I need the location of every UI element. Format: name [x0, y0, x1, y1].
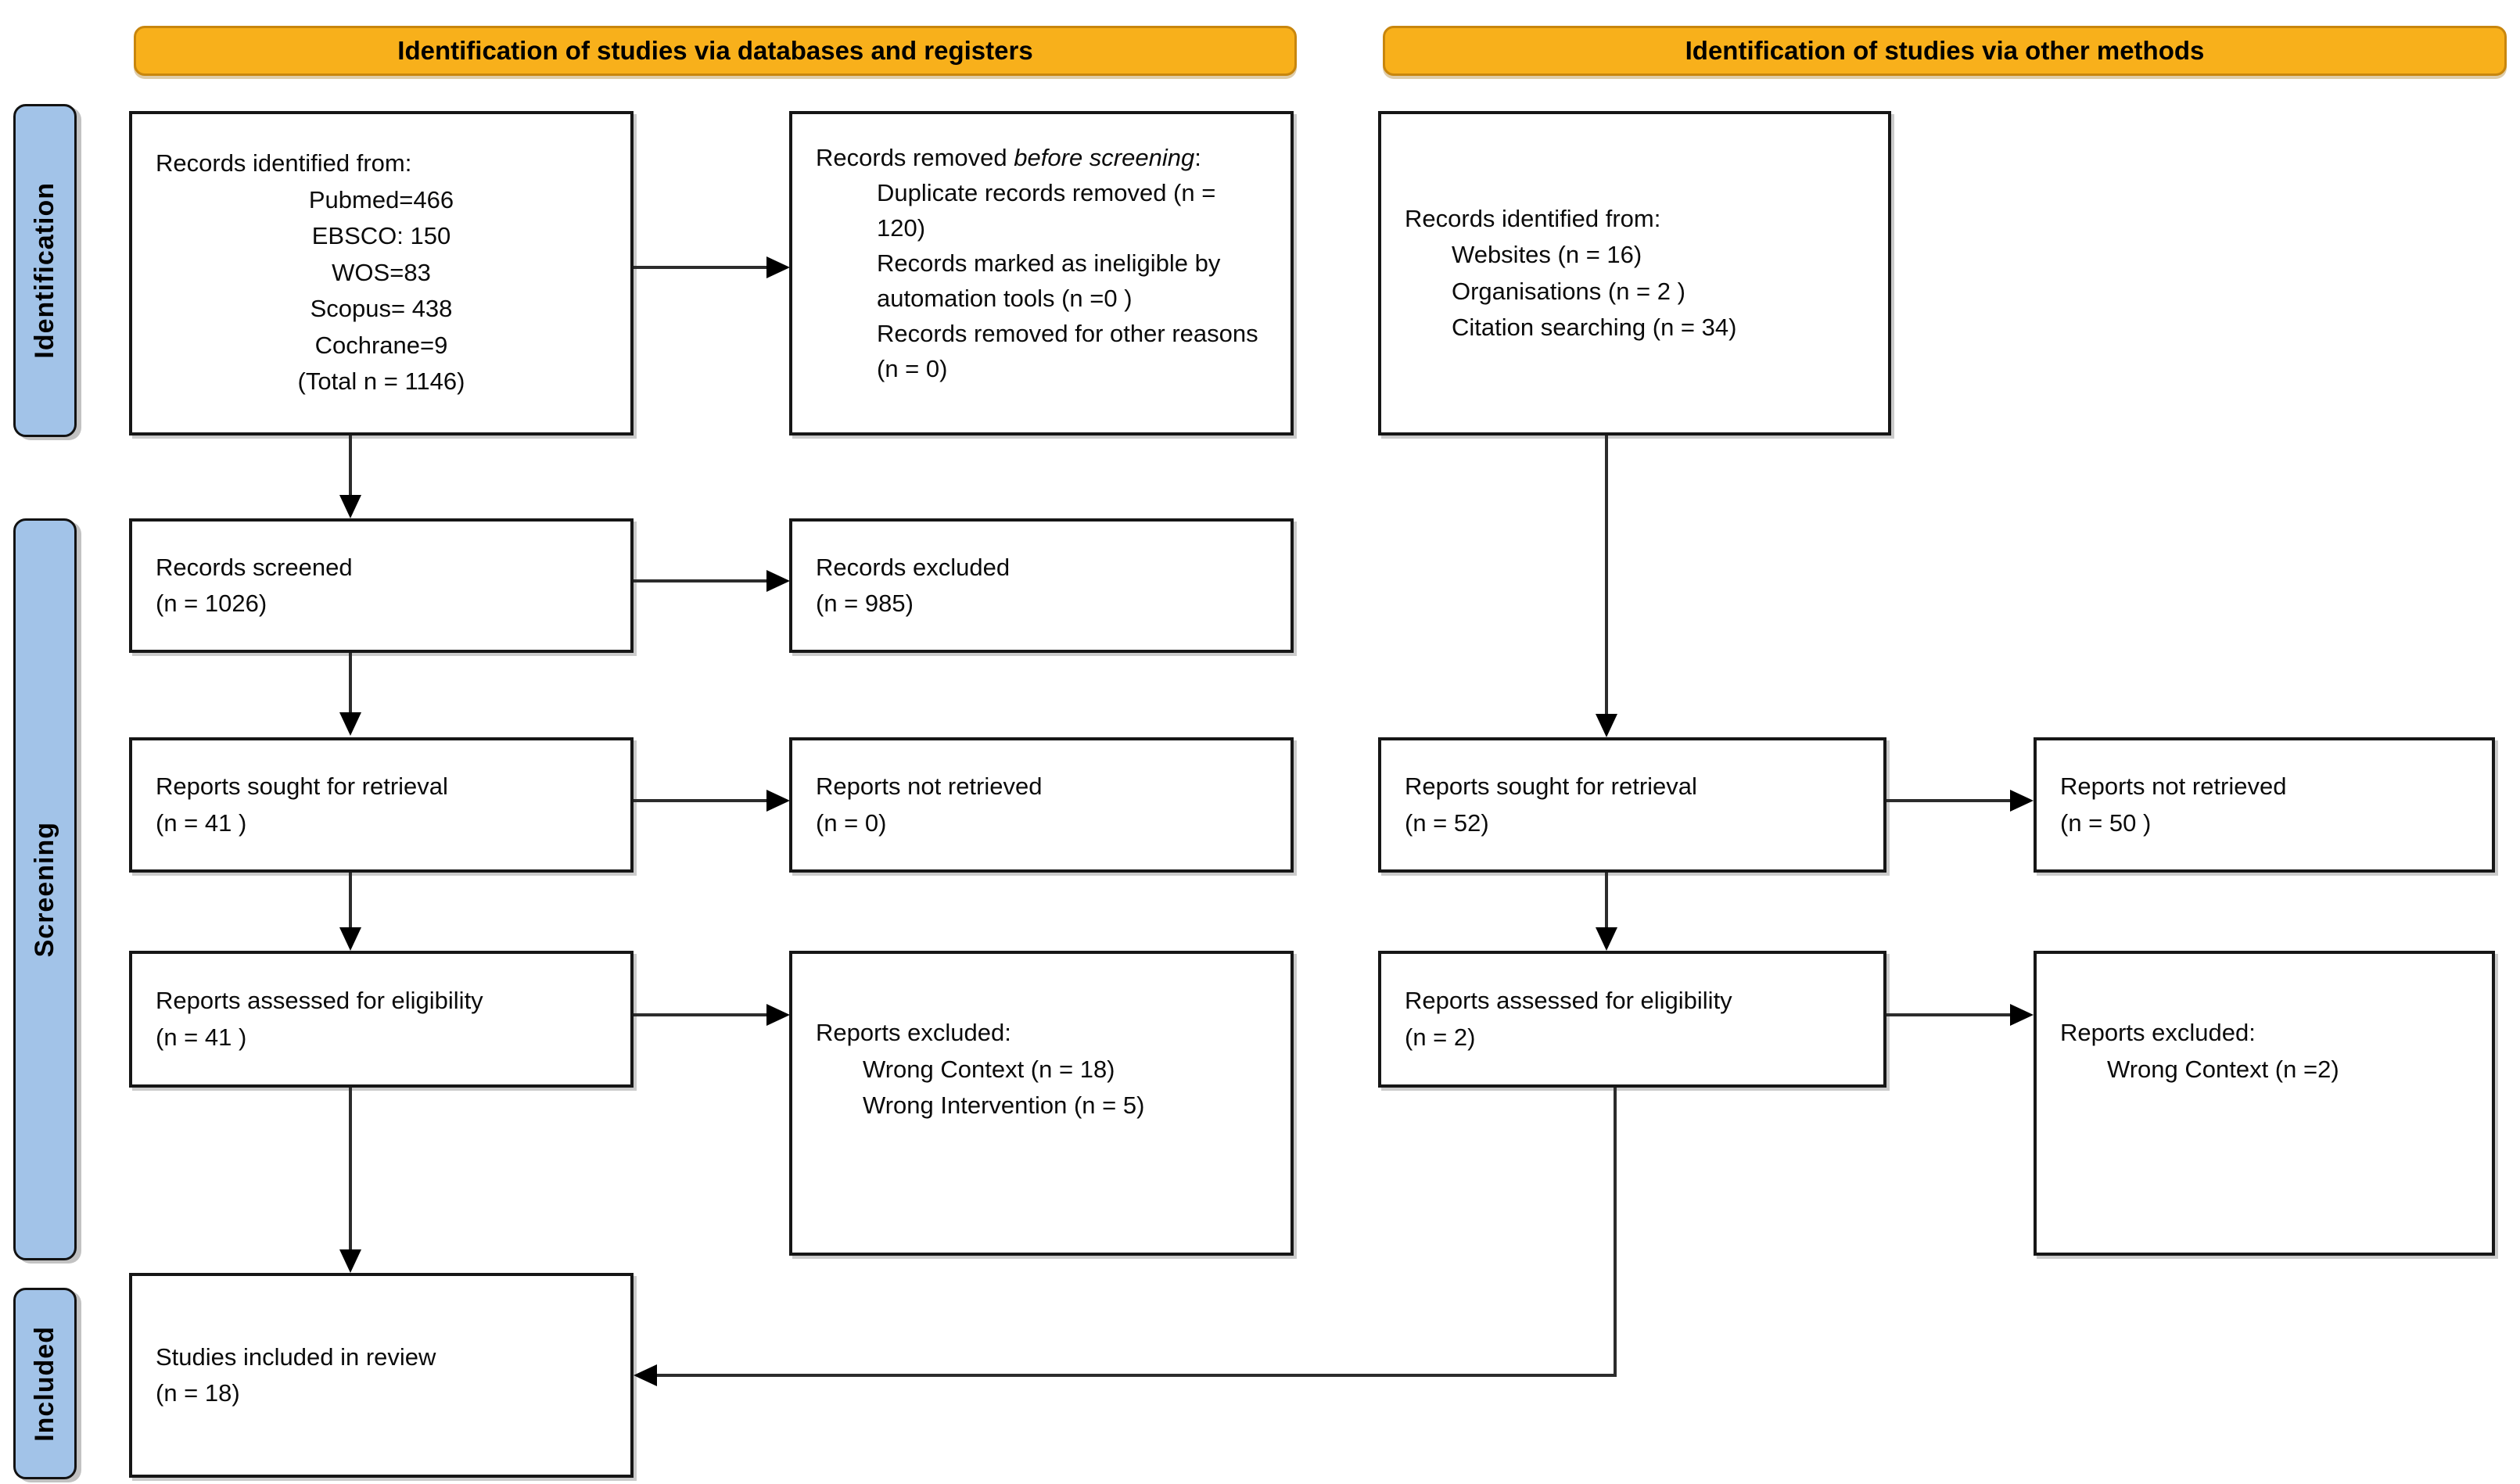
stage-included-label: Included [30, 1325, 59, 1442]
reports-assessed-left-label: Reports assessed for eligibility [156, 987, 483, 1014]
banner-databases-registers-label: Identification of studies via databases and registers [397, 36, 1033, 65]
arrow-identified-to-screened-line [349, 436, 352, 495]
box-reports-excluded-left [789, 951, 1294, 1256]
db-count-wos: WOS=83 [332, 258, 431, 286]
arrow-sought-to-assessed-left-line [349, 873, 352, 927]
arrow-rightassessed-to-included-head [634, 1364, 657, 1386]
arrow-assessed-to-included-line [349, 1088, 352, 1249]
stage-included [13, 1288, 77, 1479]
arrow-screened-to-sought-line [349, 653, 352, 712]
arrow-screened-to-excluded-line [634, 579, 768, 582]
box-records-identified-other [1378, 111, 1891, 436]
reports-not-retrieved-left-count: (n = 0) [816, 808, 887, 837]
db-count-pubmed: Pubmed=466 [308, 185, 454, 213]
other-count-organisations: Organisations (n = 2 ) [1452, 277, 1685, 305]
box-studies-included [129, 1273, 634, 1478]
box-records-removed-before-screening [789, 111, 1294, 436]
arrow-sought-to-notretrieved-left-line [634, 799, 768, 802]
arrow-assessed-to-excluded-right-line [1886, 1013, 2012, 1016]
box-reports-sought-left [129, 737, 634, 873]
db-count-scopus: Scopus= 438 [310, 295, 453, 322]
box-reports-not-retrieved-left [789, 737, 1294, 873]
arrow-sought-to-notretrieved-right-line [1886, 799, 2012, 802]
banner-other-methods-label: Identification of studies via other methods [1685, 36, 2205, 65]
box-records-screened [129, 518, 634, 653]
reports-not-retrieved-left-label: Reports not retrieved [816, 772, 1043, 800]
arrow-screened-to-sought-head [339, 712, 361, 736]
reports-assessed-right-count: (n = 2) [1405, 1023, 1476, 1051]
stage-identification [13, 104, 77, 437]
stage-screening-label: Screening [30, 821, 59, 958]
box-reports-assessed-left [129, 951, 634, 1088]
banner-databases-registers [134, 26, 1297, 76]
arrow-rightassessed-to-included-hline [657, 1374, 1617, 1377]
removed-duplicates: Duplicate records removed (n = 120) [877, 178, 1216, 242]
box-reports-excluded-right [2034, 951, 2495, 1256]
arrow-sought-to-assessed-right-line [1605, 873, 1608, 927]
arrow-sought-to-assessed-left-head [339, 927, 361, 951]
reports-excluded-right-title: Reports excluded: [2060, 1019, 2256, 1046]
arrow-rightassessed-to-included-vline [1614, 1088, 1617, 1377]
arrow-sought-to-assessed-right-head [1596, 927, 1617, 951]
studies-included-label: Studies included in review [156, 1342, 436, 1371]
excluded-wrong-intervention-left: Wrong Intervention (n = 5) [863, 1091, 1145, 1119]
removed-other-reasons: Records removed for other reasons (n = 0) [877, 319, 1258, 382]
box-records-excluded [789, 518, 1294, 653]
excluded-wrong-context-left: Wrong Context (n = 18) [863, 1055, 1115, 1083]
reports-sought-left-label: Reports sought for retrieval [156, 772, 448, 800]
arrow-otheridentified-to-sought-head [1596, 714, 1617, 737]
other-count-citation-searching: Citation searching (n = 34) [1452, 314, 1737, 341]
records-identified-other-title: Records identified from: [1405, 204, 1661, 232]
reports-sought-left-count: (n = 41 ) [156, 808, 247, 837]
other-count-websites: Websites (n = 16) [1452, 241, 1642, 268]
reports-not-retrieved-right-label: Reports not retrieved [2060, 772, 2287, 800]
arrow-assessed-to-included-head [339, 1249, 361, 1273]
db-count-total: (Total n = 1146) [297, 367, 465, 395]
arrow-screened-to-excluded-head [766, 570, 790, 592]
arrow-identified-to-removed-head [766, 256, 790, 278]
arrow-sought-to-notretrieved-left-head [766, 790, 790, 812]
stage-screening [13, 518, 77, 1260]
stage-identification-label: Identification [30, 182, 59, 359]
box-records-identified-databases [129, 111, 634, 436]
records-removed-title [816, 141, 1267, 176]
reports-not-retrieved-right-count: (n = 50 ) [2060, 808, 2152, 837]
arrow-identified-to-screened-head [339, 495, 361, 518]
reports-sought-right-label: Reports sought for retrieval [1405, 772, 1697, 800]
records-excluded-count: (n = 985) [816, 590, 914, 617]
reports-sought-right-count: (n = 52) [1405, 808, 1489, 837]
box-reports-not-retrieved-right [2034, 737, 2495, 873]
excluded-wrong-context-right: Wrong Context (n =2) [2107, 1055, 2339, 1083]
records-screened-count: (n = 1026) [156, 590, 267, 617]
db-count-ebsco: EBSCO: 150 [311, 222, 451, 249]
records-identified-title: Records identified from: [156, 149, 412, 177]
banner-other-methods [1383, 26, 2507, 76]
studies-included-count: (n = 18) [156, 1379, 240, 1407]
records-screened-label: Records screened [156, 553, 353, 581]
db-count-cochrane: Cochrane=9 [314, 331, 448, 359]
removed-automation: Records marked as ineligible by automation tools (n =0 ) [877, 249, 1221, 312]
records-removed-title-suffix: : [1194, 144, 1201, 171]
arrow-sought-to-notretrieved-right-head [2010, 790, 2034, 812]
records-excluded-label: Records excluded [816, 553, 1011, 581]
records-removed-title-italic: before screening [1014, 144, 1195, 171]
reports-assessed-right-label: Reports assessed for eligibility [1405, 987, 1732, 1014]
arrow-identified-to-removed-line [634, 266, 768, 269]
reports-assessed-left-count: (n = 41 ) [156, 1023, 247, 1051]
reports-excluded-left-title: Reports excluded: [816, 1019, 1011, 1046]
arrow-assessed-to-excluded-left-head [766, 1004, 790, 1026]
box-reports-sought-right [1378, 737, 1886, 873]
box-reports-assessed-right [1378, 951, 1886, 1088]
arrow-assessed-to-excluded-right-head [2010, 1004, 2034, 1026]
arrow-assessed-to-excluded-left-line [634, 1013, 768, 1016]
arrow-otheridentified-to-sought-line [1605, 436, 1608, 714]
records-removed-title-prefix: Records removed [816, 144, 1014, 171]
